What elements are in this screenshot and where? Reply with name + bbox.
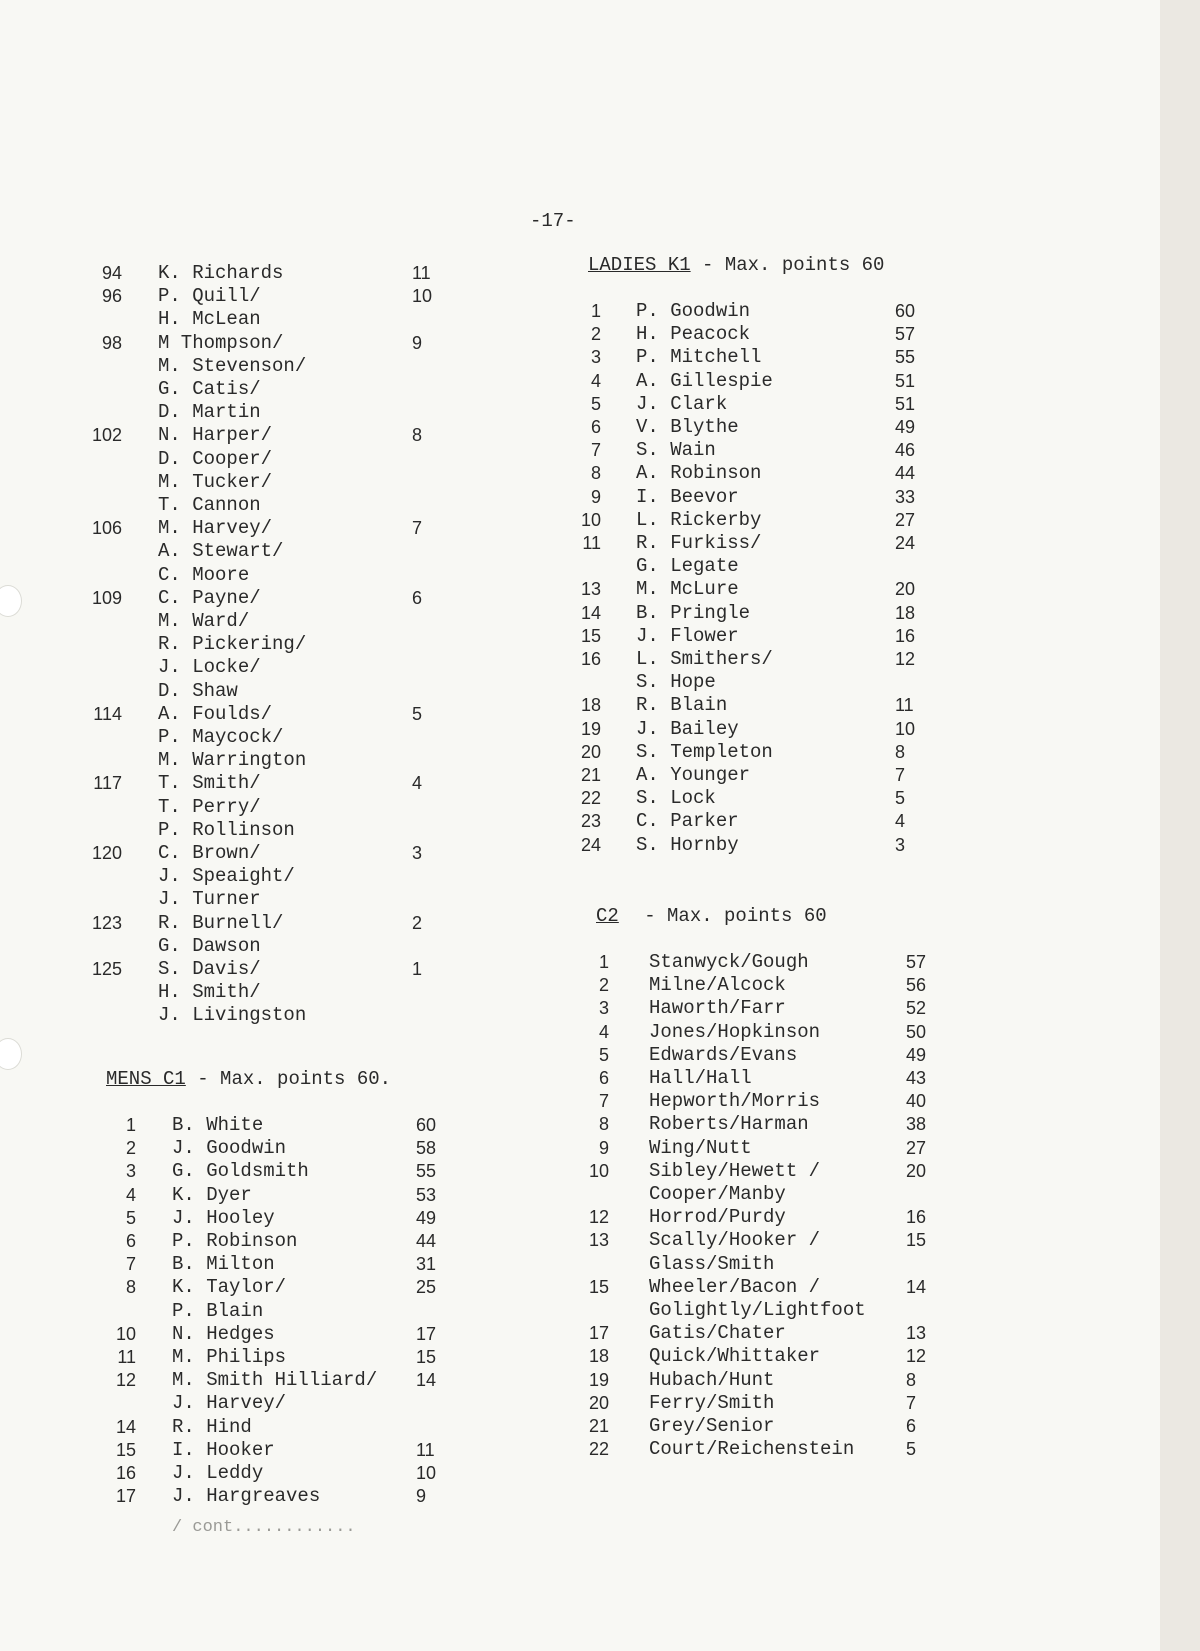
points-value: 24 [895, 533, 916, 553]
competitor-name: M. Harvey/ [158, 517, 273, 540]
competitor-name: P. Robinson [172, 1230, 298, 1252]
competitor-name: Sibley/Hewett / [649, 1159, 821, 1182]
position-number: 5 [598, 1044, 609, 1065]
points-value: 11 [895, 695, 914, 716]
competitor-name: D. Cooper/ [158, 447, 273, 470]
position-number: 5 [125, 1207, 136, 1228]
position-number: 98 [101, 332, 122, 353]
competitor-name: G. Dawson [158, 934, 261, 957]
competitor-name: S. Templeton [636, 740, 773, 763]
points-value: 7 [895, 765, 906, 785]
competitor-name: J. Bailey [636, 717, 739, 740]
competitor-name: J. Flower [636, 624, 739, 647]
position-number: 20 [580, 741, 601, 762]
position-number: 17 [115, 1486, 136, 1507]
points-value: 1 [412, 959, 423, 979]
competitor-name: J. Speaight/ [158, 865, 295, 888]
position-number: 24 [580, 834, 601, 855]
points-value: 51 [895, 370, 916, 391]
competitor-name: D. Martin [158, 401, 261, 424]
points-value: 3 [412, 843, 423, 863]
competitor-name: C. Payne/ [158, 586, 261, 609]
position-number: 12 [115, 1370, 136, 1391]
competitor-name: M. Philips [172, 1346, 287, 1368]
competitor-name: S. Hornby [636, 833, 739, 856]
points-value: 14 [416, 1370, 437, 1391]
competitor-name: R. Furkiss/ [636, 532, 762, 554]
mens-c1-subtitle: - Max. points 60. [197, 1068, 392, 1090]
position-number: 1 [590, 301, 601, 321]
competitor-name: M. McLure [636, 578, 739, 601]
competitor-name: K. Taylor/ [172, 1276, 287, 1299]
points-value: 49 [906, 1044, 927, 1065]
points-value: 4 [895, 811, 906, 832]
competitor-name: L. Smithers/ [636, 648, 773, 670]
points-value: 44 [416, 1231, 437, 1251]
position-number: 120 [91, 843, 122, 863]
c2-heading [596, 905, 827, 927]
competitor-name: C. Brown/ [158, 842, 261, 864]
points-value: 16 [895, 625, 916, 646]
punch-hole [0, 1038, 22, 1070]
points-value: 12 [895, 649, 916, 669]
position-number: 117 [93, 773, 122, 794]
points-value: 8 [895, 741, 906, 762]
position-number: 16 [115, 1463, 136, 1483]
competitor-name: M Thompson/ [158, 331, 284, 354]
competitor-name: R. Blain [636, 694, 728, 717]
position-number: 106 [91, 518, 122, 539]
points-value: 5 [906, 1439, 917, 1460]
competitor-name: S. Davis/ [158, 958, 261, 980]
competitor-name: J. Hooley [172, 1206, 275, 1229]
position-number: 17 [588, 1323, 609, 1344]
competitor-name: M. Smith Hilliard/ [172, 1369, 378, 1392]
points-value: 51 [895, 393, 916, 414]
competitor-name: Wing/Nutt [649, 1136, 752, 1159]
ladies-k1-heading [588, 254, 884, 276]
points-value: 11 [412, 263, 431, 283]
competitor-name: M. Ward/ [158, 610, 250, 632]
competitor-name: G. Goldsmith [172, 1160, 309, 1183]
position-number: 15 [115, 1439, 136, 1460]
competitor-name: Glass/Smith [649, 1252, 775, 1275]
competitor-name: I. Beevor [636, 485, 739, 508]
points-value: 31 [416, 1254, 437, 1275]
points-value: 27 [906, 1137, 927, 1158]
position-number: 13 [588, 1230, 609, 1251]
points-value: 55 [895, 347, 916, 368]
competitor-name: P. Quill/ [158, 285, 261, 308]
points-value: 57 [906, 952, 927, 972]
points-value: 8 [906, 1369, 917, 1390]
points-value: 9 [416, 1486, 427, 1507]
position-number: 114 [93, 703, 122, 724]
competitor-name: M. Warrington [158, 749, 307, 772]
competitor-name: H. Smith/ [158, 981, 261, 1004]
points-value: 4 [412, 773, 423, 794]
points-value: 20 [895, 579, 916, 600]
position-number: 96 [101, 286, 122, 307]
position-number: 16 [580, 649, 601, 669]
competitor-name: Wheeler/Bacon / [649, 1275, 821, 1298]
points-value: 60 [895, 301, 916, 321]
competitor-name: Ferry/Smith [649, 1391, 775, 1414]
position-number: 12 [588, 1207, 609, 1228]
points-value: 40 [906, 1091, 927, 1112]
competitor-name: K. Richards [158, 262, 284, 284]
points-value: 9 [412, 332, 423, 353]
competitor-name: A. Gillespie [636, 369, 773, 392]
ladies-k1-title: LADIES K1 [588, 254, 691, 276]
points-value: 17 [416, 1323, 437, 1344]
points-value: 27 [895, 509, 916, 530]
competitor-name: Haworth/Farr [649, 997, 786, 1020]
competitor-name: Hubach/Hunt [649, 1368, 775, 1391]
competitor-name: R. Hind [172, 1415, 252, 1438]
page-number: -17- [530, 210, 576, 232]
competitor-name: K. Dyer [172, 1183, 252, 1206]
points-value: 7 [906, 1392, 917, 1413]
competitor-name: S. Hope [636, 671, 716, 694]
position-number: 9 [598, 1137, 609, 1158]
ladies-k1-subtitle: - Max. points 60 [702, 254, 885, 276]
competitor-name: Horrod/Purdy [649, 1206, 786, 1229]
points-value: 38 [906, 1114, 927, 1135]
points-value: 10 [412, 286, 433, 307]
competitor-name: N. Harper/ [158, 424, 273, 447]
competitor-name: T. Smith/ [158, 772, 261, 795]
c2-title: C2 [596, 905, 619, 927]
position-number: 2 [590, 324, 601, 345]
position-number: 19 [580, 718, 601, 739]
position-number: 11 [582, 533, 601, 553]
points-value: 58 [416, 1138, 437, 1159]
competitor-name: Stanwyck/Gough [649, 951, 809, 973]
competitor-name: M. Stevenson/ [158, 354, 307, 377]
competitor-name: A. Younger [636, 764, 751, 786]
points-value: 5 [895, 788, 906, 809]
competitor-name: Quick/Whittaker [649, 1345, 821, 1368]
competitor-name: J. Locke/ [158, 656, 261, 679]
points-value: 18 [895, 602, 916, 623]
mens-c1-title: MENS C1 [106, 1068, 186, 1090]
competitor-name: J. Livingston [158, 1004, 307, 1027]
competitor-name: J. Harvey/ [172, 1392, 287, 1415]
position-number: 2 [125, 1138, 136, 1159]
points-value: 60 [416, 1115, 437, 1135]
competitor-name: Roberts/Harman [649, 1113, 809, 1136]
points-value: 12 [906, 1346, 927, 1367]
competitor-name: J. Leddy [172, 1462, 264, 1484]
position-number: 1 [125, 1115, 136, 1135]
position-number: 123 [91, 912, 122, 933]
points-value: 50 [906, 1021, 927, 1042]
competitor-name: N. Hedges [172, 1322, 275, 1345]
points-value: 53 [416, 1184, 437, 1205]
points-value: 5 [412, 703, 423, 724]
page-edge [1160, 0, 1200, 1651]
position-number: 14 [580, 602, 601, 623]
position-number: 6 [125, 1231, 136, 1251]
points-value: 55 [416, 1161, 437, 1182]
position-number: 4 [590, 370, 601, 391]
mens-c1-heading [106, 1068, 391, 1090]
competitor-name: J. Goodwin [172, 1137, 287, 1160]
points-value: 33 [895, 486, 916, 507]
position-number: 8 [590, 463, 601, 484]
competitor-name: R. Burnell/ [158, 911, 284, 934]
position-number: 1 [598, 952, 609, 972]
competitor-name: A. Stewart/ [158, 540, 284, 563]
position-number: 2 [598, 975, 609, 996]
position-number: 15 [580, 625, 601, 646]
points-value: 6 [412, 587, 423, 608]
punch-hole [0, 585, 22, 617]
position-number: 23 [580, 811, 601, 832]
position-number: 3 [598, 998, 609, 1019]
points-value: 25 [416, 1277, 437, 1298]
competitor-name: P. Maycock/ [158, 726, 284, 748]
competitor-name: P. Mitchell [636, 346, 762, 369]
competitor-name: M. Tucker/ [158, 470, 273, 493]
position-number: 94 [101, 263, 122, 283]
competitor-name: H. McLean [158, 308, 261, 331]
points-value: 2 [412, 912, 423, 933]
competitor-name: D. Shaw [158, 679, 238, 702]
position-number: 18 [588, 1346, 609, 1367]
position-number: 7 [590, 440, 601, 461]
position-number: 10 [588, 1160, 609, 1181]
position-number: 9 [590, 486, 601, 507]
points-value: 49 [416, 1207, 437, 1228]
position-number: 21 [588, 1416, 609, 1436]
points-value: 49 [895, 417, 916, 437]
position-number: 19 [588, 1369, 609, 1390]
competitor-name: G. Legate [636, 555, 739, 578]
points-value: 10 [416, 1463, 437, 1483]
points-value: 15 [416, 1347, 437, 1367]
points-value: 14 [906, 1276, 927, 1297]
competitor-name: T. Perry/ [158, 795, 261, 818]
competitor-name: A. Foulds/ [158, 702, 273, 725]
points-value: 8 [412, 425, 423, 446]
position-number: 3 [125, 1161, 136, 1182]
position-number: 14 [115, 1416, 136, 1437]
position-number: 7 [125, 1254, 136, 1275]
competitor-name: B. Pringle [636, 601, 751, 624]
competitor-name: J. Turner [158, 888, 261, 911]
competitor-name: V. Blythe [636, 416, 739, 438]
competitor-name: B. Milton [172, 1253, 275, 1276]
points-value: 46 [895, 440, 916, 461]
competitor-name: Scally/Hooker / [649, 1229, 821, 1252]
position-number: 18 [580, 695, 601, 716]
position-number: 6 [598, 1068, 609, 1088]
position-number: 22 [588, 1439, 609, 1460]
competitor-name: G. Catis/ [158, 378, 261, 400]
competitor-name: Gatis/Chater [649, 1322, 786, 1345]
points-value: 6 [906, 1416, 917, 1436]
points-value: 10 [895, 718, 916, 739]
position-number: 13 [580, 579, 601, 600]
points-value: 13 [906, 1323, 927, 1344]
position-number: 5 [590, 393, 601, 414]
position-number: 8 [125, 1277, 136, 1298]
competitor-name: L. Rickerby [636, 508, 762, 531]
competitor-name: Hall/Hall [649, 1067, 752, 1089]
position-number: 11 [117, 1347, 136, 1367]
position-number: 8 [598, 1114, 609, 1135]
points-value: 20 [906, 1160, 927, 1181]
competitor-name: C. Parker [636, 810, 739, 833]
competitor-name: B. White [172, 1114, 264, 1136]
position-number: 3 [590, 347, 601, 368]
points-value: 56 [906, 975, 927, 996]
competitor-name: Milne/Alcock [649, 974, 786, 997]
position-number: 109 [91, 587, 122, 608]
competitor-name: Grey/Senior [649, 1415, 775, 1437]
points-value: 15 [906, 1230, 927, 1251]
points-value: 44 [895, 463, 916, 484]
competitor-name: S. Wain [636, 439, 716, 462]
competitor-name: H. Peacock [636, 323, 751, 346]
points-value: 7 [412, 518, 423, 539]
c2-subtitle: - Max. points 60 [644, 905, 827, 927]
points-value: 11 [416, 1439, 435, 1460]
competitor-name: A. Robinson [636, 462, 762, 485]
competitor-name: Hepworth/Morris [649, 1090, 821, 1113]
competitor-name: S. Lock [636, 787, 716, 810]
competitor-name: Cooper/Manby [649, 1183, 786, 1205]
competitor-name: I. Hooker [172, 1438, 275, 1461]
position-number: 125 [91, 959, 122, 979]
points-value: 3 [895, 834, 906, 855]
position-number: 21 [580, 765, 601, 785]
competitor-name: T. Cannon [158, 494, 261, 516]
points-value: 57 [895, 324, 916, 345]
position-number: 10 [115, 1323, 136, 1344]
competitor-name: C. Moore [158, 563, 250, 586]
competitor-name: P. Goodwin [636, 300, 751, 322]
position-number: 7 [598, 1091, 609, 1112]
points-value: 16 [906, 1207, 927, 1228]
competitor-name: Edwards/Evans [649, 1043, 798, 1066]
competitor-name: Golightly/Lightfoot [649, 1299, 866, 1321]
points-value: 52 [906, 998, 927, 1019]
competitor-name: P. Rollinson [158, 818, 295, 841]
position-number: 6 [590, 417, 601, 437]
competitor-name: J. Hargreaves [172, 1485, 321, 1508]
competitor-name: R. Pickering/ [158, 633, 307, 656]
continued-note: / cont............ [172, 1518, 356, 1537]
position-number: 102 [91, 425, 122, 446]
position-number: 20 [588, 1392, 609, 1413]
position-number: 4 [598, 1021, 609, 1042]
competitor-name: J. Clark [636, 392, 728, 415]
position-number: 10 [580, 509, 601, 530]
points-value: 43 [906, 1068, 927, 1088]
position-number: 15 [588, 1276, 609, 1297]
competitor-name: Court/Reichenstein [649, 1438, 855, 1461]
competitor-name: Jones/Hopkinson [649, 1020, 821, 1043]
competitor-name: P. Blain [172, 1299, 264, 1322]
position-number: 22 [580, 788, 601, 809]
position-number: 4 [125, 1184, 136, 1205]
